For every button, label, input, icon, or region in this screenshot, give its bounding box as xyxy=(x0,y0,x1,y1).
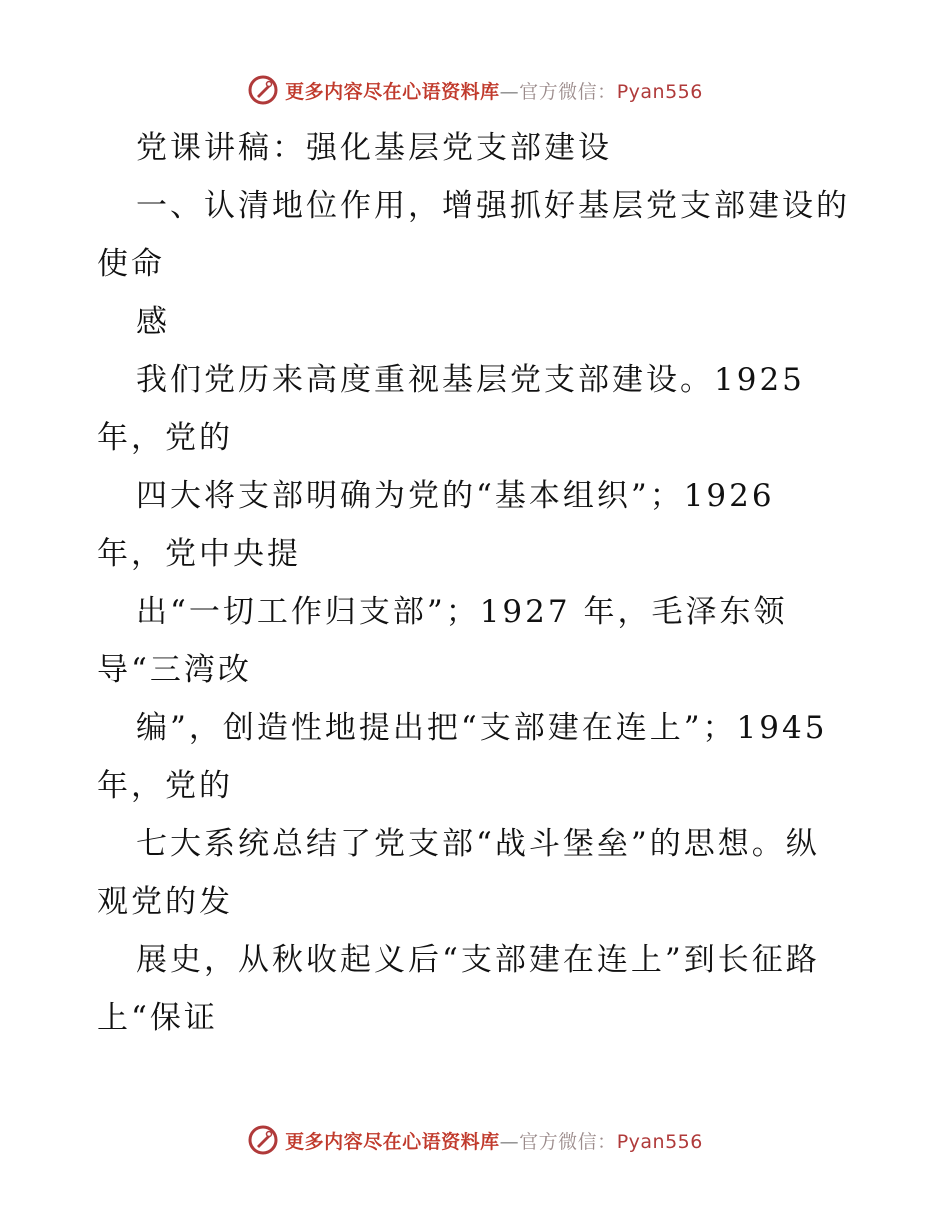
section-heading: 一、认清地位作用，增强抓好基层党支部建设的 xyxy=(136,188,850,224)
header-text xyxy=(285,77,703,104)
text-line: 出“一切工作归支部”；1927 年，毛泽东领 xyxy=(136,594,788,630)
header-site-text: 更多内容尽在心语资料库 xyxy=(285,80,500,103)
text-line: 感 xyxy=(136,304,170,340)
text-line: 使命 xyxy=(97,246,165,282)
text-line: 七大系统总结了党支部“战斗堡垒”的思想。纵 xyxy=(136,826,820,862)
footer-separator: — xyxy=(499,1130,520,1153)
header-separator: — xyxy=(499,80,520,103)
brand-logo-icon xyxy=(247,1124,279,1156)
text-line: 导“三湾改 xyxy=(97,652,252,688)
text-line: 编”，创造性地提出把“支部建在连上”；1945 xyxy=(136,710,828,746)
text-line: 四大将支部明确为党的“基本组织”；1926 xyxy=(136,478,775,514)
text-line: 观党的发 xyxy=(97,884,233,920)
brand-logo-icon xyxy=(247,74,279,106)
text-line: 年，党的 xyxy=(97,420,233,456)
header-wechat-label: 官方微信： xyxy=(519,80,617,103)
footer-wechat-label: 官方微信： xyxy=(519,1130,617,1153)
document-title: 党课讲稿：强化基层党支部建设 xyxy=(136,130,612,166)
footer-banner xyxy=(0,1120,950,1160)
footer-site-text: 更多内容尽在心语资料库 xyxy=(285,1130,500,1153)
header-wechat-id: Pyan556 xyxy=(616,80,703,103)
text-line: 上“保证 xyxy=(97,1000,218,1036)
text-line: 年，党中央提 xyxy=(97,536,301,572)
header-banner xyxy=(0,70,950,110)
footer-text xyxy=(285,1127,703,1154)
text-line: 年，党的 xyxy=(97,768,233,804)
text-line: 展史，从秋收起义后“支部建在连上”到长征路 xyxy=(136,942,820,978)
text-line: 我们党历来高度重视基层党支部建设。1925 xyxy=(136,362,805,398)
footer-wechat-id: Pyan556 xyxy=(616,1130,703,1153)
